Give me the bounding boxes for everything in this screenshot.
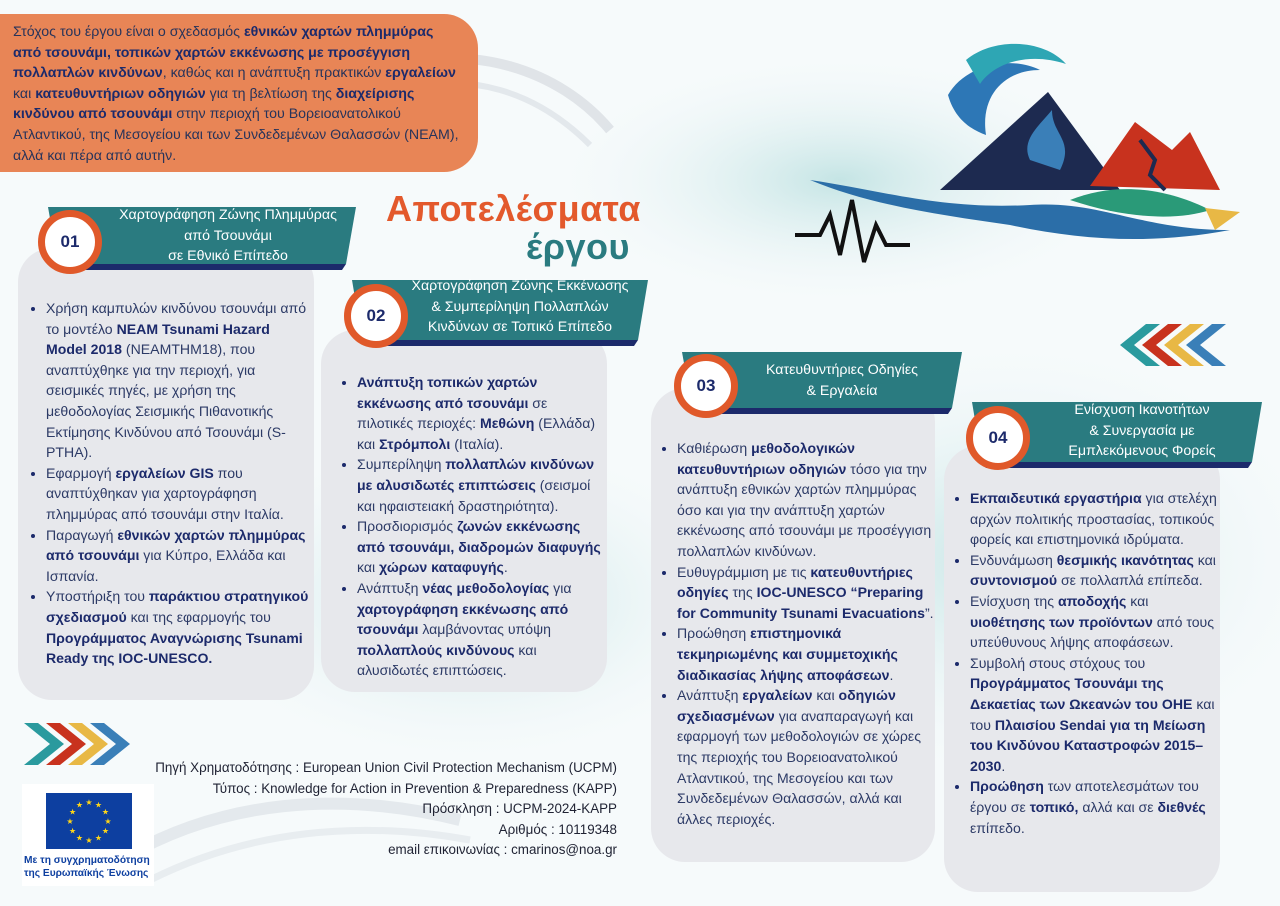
card-04-list (944, 488, 1220, 838)
eu-star: ★ (75, 833, 84, 843)
emphasis-text: συντονισμού (970, 572, 1058, 589)
emphasis-text: εργαλείων (385, 65, 456, 82)
emphasis-text: χαρτογράφηση εκκένωσης από τσουνάμι (357, 600, 569, 638)
body-text: για στελέχη αρχών πολιτικής προστασίας, τοπικούς φορείς και επιστημονικά ιδρύματα. (970, 490, 1217, 548)
card-heading-line: & Εργαλεία (806, 382, 878, 399)
contact-email[interactable]: email επικοινωνίας : cmarinos@noa.gr (388, 842, 617, 857)
body-text: και (13, 85, 36, 102)
intro-text (0, 14, 478, 172)
eu-star: ★ (68, 826, 77, 836)
body-text: σε πιλοτικές περιοχές: (357, 394, 548, 432)
body-text: και αλυσιδωτές επιπτώσεις. (357, 641, 537, 679)
card-heading-line: Εμπλεκόμενους Φορείς (1068, 443, 1216, 459)
body-text: και (1126, 592, 1149, 609)
bullet-item (970, 550, 1220, 591)
emphasis-text: πολλαπλών κινδύνων με αλυσιδωτές επιπτώσεις (357, 456, 595, 493)
body-text: τόσο για την ανάπτυξη εθνικών χαρτών πλημμύρας όσο και για την ανάπτυξη χαρτών εκκένωσης από τσουνάμι με προσέγγιση πολλαπλών κινδύνων. (677, 460, 932, 559)
funding-info (120, 758, 617, 861)
body-text: για τη βελτίωση της (205, 85, 336, 102)
chevron-arrows-icon (1120, 324, 1230, 366)
body-text: Παραγωγή (46, 526, 118, 543)
emphasis-text: εθνικών χαρτών πλημμύρας από τσουνάμι, τοπικών χαρτών εκκένωσης με προσέγγιση πολλαπλών κινδύνων (13, 24, 434, 82)
bullet-item (677, 562, 935, 624)
card-number: 03 (696, 376, 716, 395)
body-text: . (889, 666, 894, 683)
card-heading-line: Χαρτογράφηση Ζώνης Εκκένωσης (411, 278, 629, 294)
bullet-item (970, 776, 1220, 838)
card-heading-line: & Συνεργασία με (1089, 422, 1195, 439)
body-text: Χρήση καμπυλών κινδύνου τσουνάμι από το μοντέλο (46, 300, 307, 337)
eu-star: ★ (66, 817, 74, 826)
bullet-item (357, 454, 607, 516)
card-number: 01 (60, 232, 80, 251)
eu-star: ★ (94, 800, 103, 810)
bullet-item (46, 463, 314, 525)
body-text: και (357, 559, 380, 576)
eu-star: ★ (85, 836, 93, 845)
card-02-number-badge (344, 284, 408, 348)
body-text: (NEAMTHM18), που αναπτύχθηκε για την περιοχή, για σεισμικές πηγές, με χρήση της μεθοδολογίας Σεισμικής Πιθανοτικής Εκτίμησης Κινδύνου από Τσουνάμι (S-PTHA). (46, 341, 286, 461)
result-card-04 (944, 446, 1220, 892)
logo-mountains-wave-icon (790, 40, 1250, 270)
card-01-heading (108, 205, 348, 267)
body-text: . (1001, 757, 1006, 774)
body-text: σε πολλαπλά επίπεδα. (1057, 572, 1203, 589)
emphasis-text: Ανάπτυξη τοπικών χαρτών εκκένωσης από τσουνάμι (357, 374, 538, 411)
card-02-heading (402, 276, 638, 338)
eu-star: ★ (104, 817, 112, 826)
emphasis-text: Μεθώνη (479, 415, 535, 432)
eu-star: ★ (101, 826, 110, 836)
body-text: αλλά και σε (1078, 798, 1158, 815)
emphasis-text: χώρων καταφυγής (379, 559, 504, 576)
emphasis-text: νέας μεθοδολογίας (422, 579, 550, 596)
result-card-02 (321, 330, 607, 692)
body-text: (σεισμοί και ηφαιστειακή δραστηριότητα). (357, 476, 591, 514)
emphasis-text: διαχείρισης κινδύνου από τσουνάμι (13, 85, 415, 123)
card-03-number-badge (674, 354, 738, 418)
card-heading-line: Κατευθυντήριες Οδηγίες (766, 362, 918, 378)
body-text: (Ελλάδα) και (357, 415, 596, 452)
eu-flag-icon (46, 793, 132, 849)
result-card-01 (18, 248, 314, 700)
card-heading-line: από Τσουνάμι (184, 227, 272, 244)
eu-funding-logo (22, 784, 154, 886)
body-text: , καθώς και η ανάπτυξη πρακτικών (162, 65, 386, 82)
body-text: ”. (924, 604, 934, 621)
bullet-item (677, 685, 935, 829)
emphasis-text: εργαλείων (742, 687, 813, 704)
page-title-line2: έργου (526, 226, 630, 267)
bullet-item (46, 586, 314, 668)
bullet-item (46, 298, 314, 463)
emphasis-text: κατευθυντήριες οδηγίες (677, 563, 913, 601)
bullet-item (677, 623, 935, 685)
card-heading-line: & Συμπερίληψη Πολλαπλών (431, 298, 609, 315)
bullet-item (46, 525, 314, 587)
funding-source: Πηγή Χρηματοδότησης : European Union Civil Protection Mechanism (UCPM) (155, 760, 617, 775)
body-text: της (728, 584, 757, 601)
card-04-number-badge (966, 406, 1030, 470)
eu-star: ★ (101, 807, 110, 817)
body-text: και (812, 687, 839, 704)
eu-star: ★ (85, 798, 93, 807)
emphasis-text: ζωνών εκκένωσης από τσουνάμι, διαδρομών διαφυγής (357, 518, 601, 555)
card-heading-line: Ενίσχυση Ικανοτήτων (1074, 402, 1210, 418)
body-text: λαμβάνοντας υπόψη (418, 621, 551, 638)
body-text: επίπεδο. (970, 819, 1025, 836)
card-04-heading (1042, 400, 1242, 462)
body-text: . (503, 559, 508, 576)
card-01-number-badge (38, 210, 102, 274)
emphasis-text: Πλαισίου Sendai για τη Μείωση του Κινδύνου Καταστροφών 2015–2030 (970, 716, 1206, 774)
emphasis-text: αποδοχής (1057, 592, 1127, 609)
bullet-item (357, 516, 607, 578)
chevron-arrows-icon (24, 723, 134, 765)
seismograph-icon (795, 200, 910, 262)
body-text: και (1193, 551, 1216, 568)
body-text: Στόχος του έργου είναι ο σχεδασμός (13, 24, 244, 40)
body-text: Εφαρμογή (46, 464, 116, 481)
body-text: για Κύπρο, Ελλάδα και Ισπανία. (46, 547, 286, 584)
card-03-heading (732, 360, 952, 401)
emphasis-text: πολλαπλούς κινδύνους (357, 641, 515, 658)
funding-number: Αριθμός : 10119348 (498, 821, 617, 837)
body-text: Υποστήριξη του (46, 588, 149, 605)
card-03-list (651, 438, 935, 829)
body-text: που αναπτύχθηκαν για χαρτογράφηση πλημμύρας από τσουνάμι στην Ιταλία. (46, 464, 284, 522)
body-text: Ενδυνάμωση (970, 551, 1057, 568)
body-text: Ανάπτυξη (677, 687, 743, 704)
bullet-item (677, 438, 935, 562)
card-heading-line: Χαρτογράφηση Ζώνης Πλημμύρας (119, 207, 337, 223)
eu-star: ★ (68, 807, 77, 817)
body-text: Καθιέρωση (677, 440, 752, 456)
bullet-item (970, 653, 1220, 777)
eu-caption-line1: Με τη συγχρηματοδότηση (24, 855, 150, 866)
card-number: 02 (366, 306, 386, 325)
body-text: από τους υπεύθυνους λήψης αποφάσεων. (970, 613, 1215, 651)
card-01-list (18, 298, 314, 669)
body-text: Συμβολή στους στόχους του (970, 654, 1146, 671)
body-text: Προώθηση (677, 625, 751, 642)
body-text: και του (970, 695, 1215, 733)
eu-star: ★ (75, 800, 84, 810)
emphasis-text: Εκπαιδευτικά εργαστήρια (970, 490, 1142, 506)
body-text: των αποτελεσμάτων του έργου σε (970, 778, 1199, 815)
funding-call: Πρόσκληση : UCPM-2024-KAPP (422, 801, 617, 816)
bullet-item (970, 488, 1220, 550)
card-02-list (321, 372, 607, 681)
eu-star: ★ (94, 833, 103, 843)
emphasis-text: Προγράμματος Τσουνάμι της Δεκαετίας των Ωκεανών του ΟΗΕ (970, 675, 1193, 712)
emphasis-text: Προώθηση (970, 778, 1044, 795)
body-text: (Ιταλία). (450, 435, 504, 452)
body-text: για (549, 579, 572, 596)
card-number: 04 (988, 428, 1008, 447)
body-text: Προσδιορισμός (357, 518, 458, 535)
eu-caption (24, 854, 154, 880)
eu-caption-line2: της Ευρωπαϊκής Ένωσης (24, 868, 149, 879)
result-card-03 (651, 388, 935, 862)
bullet-item (357, 578, 607, 681)
body-text: Ανάπτυξη (357, 579, 423, 596)
emphasis-text: μεθοδολογικών κατευθυντήριων οδηγιών (677, 440, 855, 477)
body-text: και της εφαρμογής του (126, 608, 271, 625)
emphasis-text: Προγράμματος Αναγνώρισης Tsunami Ready της IOC-UNESCO. (46, 629, 303, 667)
emphasis-text: παράκτιου στρατηγικού σχεδιασμού (46, 588, 309, 625)
bullet-item (970, 591, 1220, 653)
emphasis-text: κατευθυντήριων οδηγιών (35, 85, 206, 102)
emphasis-text: εθνικών χαρτών πλημμύρας από τσουνάμι (46, 526, 306, 564)
body-text: στην περιοχή του Βορειοανατολικού Ατλαντικού, της Μεσογείου και των Συνδεδεμένων Θαλασσών (NEAM), αλλά και πέρα από αυτήν. (13, 106, 459, 164)
emphasis-text: υιοθέτησης των προϊόντων (970, 613, 1153, 630)
body-text: Συμπερίληψη (357, 456, 446, 473)
body-text: Ενίσχυση της (970, 592, 1058, 609)
emphasis-text: θεσμικής ικανότητας (1056, 551, 1194, 568)
emphasis-text: επιστημονικά τεκμηριωμένης και συμμετοχικής διαδικασίας λήψης αποφάσεων (677, 625, 898, 683)
funding-type: Τύπος : Knowledge for Action in Prevention & Preparedness (KAPP) (212, 780, 617, 796)
card-heading-line: σε Εθνικό Επίπεδο (168, 248, 288, 264)
emphasis-text: IOC-UNESCO “Preparing for Community Tsunami Evacuations (677, 584, 925, 621)
page-title-line1: Αποτελέσματα (386, 188, 641, 229)
emphasis-text: διεθνές (1157, 798, 1206, 815)
emphasis-text: οδηγιών σχεδιασμένων (677, 687, 896, 724)
emphasis-text: Στρόμπολι (379, 435, 451, 452)
emphasis-text: NEAM Tsunami Hazard Model 2018 (46, 320, 270, 358)
emphasis-text: τοπικό, (1029, 798, 1079, 815)
bullet-item (357, 372, 607, 454)
emphasis-text: εργαλείων GIS (115, 464, 214, 481)
card-heading-line: Κινδύνων σε Τοπικό Επίπεδο (427, 319, 613, 335)
body-text: Ευθυγράμμιση με τις (677, 563, 811, 580)
body-text: για αναπαραγωγή και εφαρμογή των μεθοδολογιών σε χώρες της περιοχής του Βορειοανατολικού Ατλαντικού, της Μεσογείου και των Συνδεδεμένων Θαλασσών, αλλά και άλλες περιοχές. (677, 707, 922, 827)
